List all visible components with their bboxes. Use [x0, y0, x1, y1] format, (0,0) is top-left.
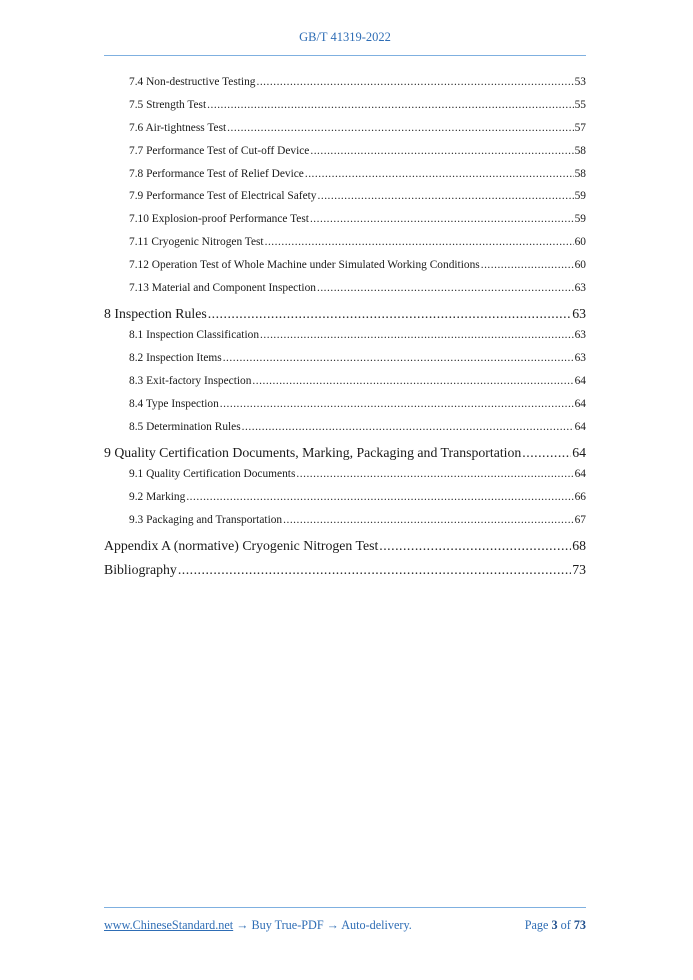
toc-section-entry[interactable]: [104, 282, 586, 305]
toc-entry-page: 64: [572, 444, 586, 460]
toc-entry-page: 63: [574, 352, 586, 365]
toc-entry-title: 7.8 Performance Test of Relief Device: [129, 167, 304, 180]
toc-entry-page: 66: [574, 491, 586, 504]
toc-entry-page: 68: [572, 537, 586, 553]
toc-leader-dots: [522, 445, 571, 461]
toc-entry-title: Bibliography: [104, 562, 177, 578]
toc-leader-dots: [242, 421, 574, 433]
toc-entry-page: 58: [574, 144, 586, 157]
toc-leader-dots: [208, 306, 572, 322]
header-divider: [104, 55, 586, 56]
delivery-text: Auto-delivery.: [341, 918, 412, 932]
table-of-contents: [104, 76, 586, 586]
arrow-icon: →: [323, 918, 342, 932]
page-number: [525, 918, 586, 933]
toc-section-entry[interactable]: [104, 468, 586, 491]
toc-leader-dots: [283, 514, 573, 526]
toc-chapter-entry[interactable]: [104, 306, 586, 329]
toc-section-entry[interactable]: [104, 352, 586, 375]
toc-entry-title: 7.9 Performance Test of Electrical Safety: [129, 190, 317, 203]
toc-entry-page: 64: [574, 420, 586, 433]
toc-entry-page: 73: [572, 562, 586, 578]
site-link[interactable]: www.ChineseStandard.net: [104, 918, 234, 932]
toc-entry-title: 7.4 Non-destructive Testing: [129, 76, 256, 88]
toc-entry-title: 7.11 Cryogenic Nitrogen Test: [129, 236, 264, 249]
toc-section-entry[interactable]: [104, 398, 586, 421]
toc-entry-page: 67: [574, 513, 586, 526]
toc-entry-page: 59: [574, 190, 586, 203]
toc-entry-page: 57: [574, 121, 586, 134]
toc-leader-dots: [227, 122, 573, 134]
toc-leader-dots: [260, 329, 574, 341]
toc-entry-page: 63: [572, 305, 586, 321]
toc-section-entry[interactable]: [104, 213, 586, 236]
arrow-icon: →: [233, 918, 252, 932]
toc-entry-title: 7.13 Material and Component Inspection: [129, 282, 316, 295]
toc-leader-dots: [481, 259, 574, 271]
footer-promo: [104, 918, 412, 933]
toc-leader-dots: [310, 213, 574, 225]
toc-leader-dots: [220, 398, 574, 410]
toc-entry-title: 8.2 Inspection Items: [129, 352, 222, 365]
toc-section-entry[interactable]: [104, 99, 586, 122]
toc-entry-page: 58: [574, 167, 586, 180]
buy-link[interactable]: Buy True-PDF: [251, 918, 324, 932]
toc-leader-dots: [256, 76, 573, 88]
page-current: 3: [551, 918, 558, 932]
toc-entry-title: 9.1 Quality Certification Documents: [129, 468, 296, 481]
toc-entry-title: 7.5 Strength Test: [129, 98, 207, 111]
running-header: [104, 30, 586, 45]
page-label: Page: [524, 918, 549, 932]
toc-leader-dots: [252, 375, 573, 387]
toc-section-entry[interactable]: [104, 329, 586, 352]
toc-entry-title: 8.4 Type Inspection: [129, 397, 219, 410]
toc-section-entry[interactable]: [104, 421, 586, 444]
toc-leader-dots: [178, 562, 571, 578]
toc-section-entry[interactable]: [104, 190, 586, 213]
toc-leader-dots: [310, 145, 573, 157]
toc-entry-title: 9.2 Marking: [129, 491, 186, 504]
toc-entry-title: 7.12 Operation Test of Whole Machine under Simulated Working Conditions: [129, 259, 480, 272]
toc-leader-dots: [186, 491, 573, 503]
toc-entry-title: 9.3 Packaging and Transportation: [129, 513, 283, 526]
toc-entry-title: 7.7 Performance Test of Cut-off Device: [129, 144, 310, 157]
toc-leader-dots: [296, 468, 573, 480]
toc-entry-page: 64: [574, 397, 586, 410]
toc-section-entry[interactable]: [104, 145, 586, 168]
toc-entry-page: 63: [574, 282, 586, 295]
page-total: 73: [573, 918, 586, 932]
toc-entry-page: 64: [574, 375, 586, 388]
toc-entry-title: 8.1 Inspection Classification: [129, 329, 260, 342]
toc-entry-page: 53: [574, 76, 586, 88]
document-id: GB/T 41319-2022: [299, 30, 391, 44]
footer-divider: [104, 907, 586, 908]
toc-section-entry[interactable]: [104, 76, 586, 99]
toc-leader-dots: [379, 538, 571, 554]
toc-leader-dots: [317, 282, 574, 294]
toc-entry-title: 8 Inspection Rules: [104, 305, 207, 321]
toc-entry-page: 59: [574, 213, 586, 226]
toc-entry-title: 8.5 Determination Rules: [129, 420, 241, 433]
toc-section-entry[interactable]: [104, 491, 586, 514]
toc-chapter-entry[interactable]: [104, 562, 586, 585]
toc-entry-page: 55: [574, 98, 586, 111]
toc-chapter-entry[interactable]: [104, 538, 586, 561]
toc-section-entry[interactable]: [104, 514, 586, 537]
toc-entry-page: 63: [574, 329, 586, 342]
toc-entry-title: 7.10 Explosion-proof Performance Test: [129, 213, 309, 226]
toc-leader-dots: [207, 99, 573, 111]
toc-entry-page: 60: [574, 236, 586, 249]
page-of: of: [560, 918, 571, 932]
toc-section-entry[interactable]: [104, 375, 586, 398]
toc-section-entry[interactable]: [104, 168, 586, 191]
toc-entry-page: 64: [574, 468, 586, 481]
toc-entry-title: 7.6 Air-tightness Test: [129, 121, 227, 134]
toc-entry-title: 8.3 Exit-factory Inspection: [129, 375, 252, 388]
toc-leader-dots: [265, 236, 574, 248]
toc-section-entry[interactable]: [104, 122, 586, 145]
toc-leader-dots: [318, 190, 574, 202]
toc-section-entry[interactable]: [104, 236, 586, 259]
toc-leader-dots: [305, 168, 574, 180]
toc-entry-title: Appendix A (normative) Cryogenic Nitrogen Test: [104, 537, 379, 553]
toc-leader-dots: [223, 352, 574, 364]
toc-entry-page: 60: [574, 259, 586, 272]
toc-entry-title: 9 Quality Certification Documents, Marking, Packaging and Transportation: [104, 444, 522, 460]
toc-chapter-entry[interactable]: [104, 445, 586, 468]
toc-section-entry[interactable]: [104, 259, 586, 282]
